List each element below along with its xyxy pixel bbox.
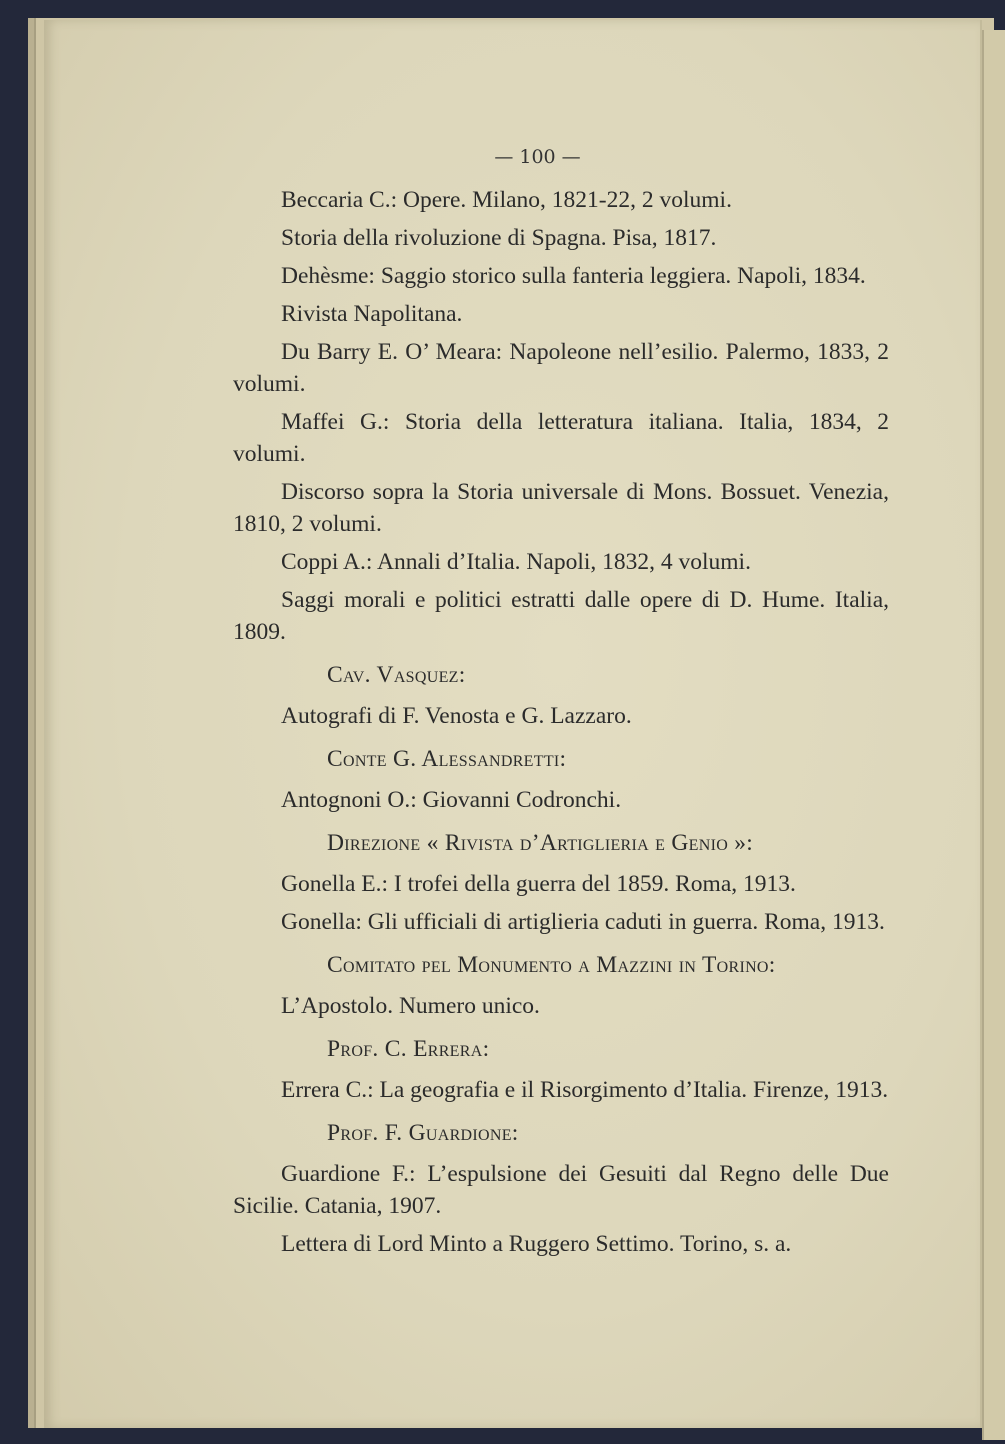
donor-heading: Prof. C. Errera: [327,1036,490,1062]
bibliography-entry: Rivista Napolitana. [281,301,463,327]
bibliography-entry: Coppi A.: Annali d’Italia. Napoli, 1832, 4 volumi. [281,549,751,575]
donor-heading: Conte G. Alessandretti: [327,746,567,772]
donor-heading: Cav. Vasquez: [327,662,466,688]
bibliography-entry: Storia della rivoluzione di Spagna. Pisa, 1817. [281,225,717,251]
donor-heading: Prof. F. Guardione: [327,1120,519,1146]
bibliography-entry: Gonella E.: I trofei della guerra del 1859. Roma, 1913. [281,871,796,897]
facing-page-edge [982,30,1005,1440]
bibliography-entry: Errera C.: La geografia e il Risorgimento d’Italia. Firenze, 1913. [281,1077,889,1103]
bibliography-entry: Saggi morali e politici estratti dalle opere di D. Hume. Italia, 1809. [233,587,889,645]
bibliography-entry: Gonella: Gli ufficiali di artiglieria caduti in guerra. Roma, 1913. [281,909,885,935]
bibliography-entry: Autografi di F. Venosta e G. Lazzaro. [281,703,632,729]
bibliography-entry: Discorso sopra la Storia universale di Mons. Bossuet. Venezia, 1810, 2 volumi. [233,479,889,537]
bibliography-entry: Guardione F.: L’espulsione dei Gesuiti dal Regno delle Due Sicilie. Catania, 1907. [233,1161,889,1219]
bibliography-entry: Lettera di Lord Minto a Ruggero Settimo. Torino, s. a. [281,1231,792,1257]
bibliography-entry: Beccaria C.: Opere. Milano, 1821-22, 2 volumi. [281,187,732,213]
page-number: — 100 — [494,146,581,168]
bibliography-entry: L’Apostolo. Numero unico. [281,993,540,1019]
bibliography-entry: Maffei G.: Storia della letteratura italiana. Italia, 1834, 2 volumi. [233,409,889,467]
bibliography-entry: Du Barry E. O’ Meara: Napoleone nell’esilio. Palermo, 1833, 2 volumi. [233,339,889,397]
donor-heading: Direzione « Rivista d’Artiglieria e Genio »: [327,830,754,856]
bibliography-entry: Dehèsme: Saggio storico sulla fanteria leggiera. Napoli, 1834. [281,263,866,289]
donor-heading: Comitato pel Monumento a Mazzini in Torino: [327,952,776,978]
bibliography-entry: Antognoni O.: Giovanni Codronchi. [281,787,622,813]
bibliography-list [233,184,889,1266]
